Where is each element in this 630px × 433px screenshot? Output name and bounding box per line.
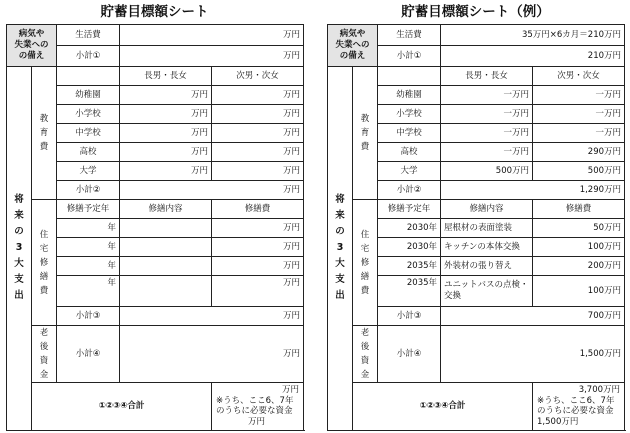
edu-value[interactable]: 一万円 [441, 124, 533, 143]
col-year-header: 修繕予定年 [57, 200, 120, 219]
repair-cost[interactable]: 万円 [212, 257, 304, 276]
total-note-value: 1,500万円 [537, 416, 579, 427]
repair-content[interactable]: キッチンの本体交換 [441, 238, 533, 257]
repair-content[interactable] [120, 238, 212, 257]
subtotal1-label: 小計① [57, 46, 120, 67]
table-row [328, 383, 625, 431]
edu-value[interactable]: 500万円 [441, 162, 533, 181]
retirement-label: 老 後 資 金 [353, 326, 378, 383]
table-row [328, 200, 625, 219]
edu-value[interactable]: 万円 [212, 143, 304, 162]
table-row [7, 200, 304, 219]
subtotal4-label: 小計④ [57, 326, 120, 383]
future-expenses-label: 将 来 の 3 大 支 出 [328, 67, 353, 431]
col-child1-header: 長男・長女 [120, 67, 212, 86]
edu-value[interactable]: 一万円 [441, 86, 533, 105]
edu-row-label: 中学校 [57, 124, 120, 143]
total-cell[interactable] [212, 383, 304, 431]
edu-row-label: 大学 [378, 162, 441, 181]
table-row [328, 67, 625, 86]
subtotal1-value[interactable]: 万円 [120, 46, 304, 67]
future-expenses-label: 将 来 の 3 大 支 出 [7, 67, 32, 431]
edu-row-label: 中学校 [378, 124, 441, 143]
total-label: ①②③④合計 [353, 383, 533, 431]
living-value[interactable]: 35万円×6カ月＝210万円 [441, 25, 625, 46]
subtotal2-value[interactable]: 万円 [120, 181, 304, 200]
edu-value[interactable]: 一万円 [533, 124, 625, 143]
living-label: 生活費 [378, 25, 441, 46]
repair-year[interactable]: 年 [57, 238, 120, 257]
repair-year[interactable]: 年 [57, 276, 120, 307]
repair-year[interactable]: 2035年 [378, 257, 441, 276]
table-row [7, 383, 304, 431]
blank-savings-table [6, 24, 304, 431]
table-row [328, 326, 625, 383]
repair-content[interactable] [120, 257, 212, 276]
education-label: 教 育 費 [353, 67, 378, 200]
col-child1-header: 長男・長女 [441, 67, 533, 86]
edu-row-label: 高校 [378, 143, 441, 162]
repair-cost[interactable]: 50万円 [533, 219, 625, 238]
repair-cost[interactable]: 100万円 [533, 276, 625, 307]
repair-content[interactable] [120, 219, 212, 238]
col-child2-header: 次男・次女 [212, 67, 304, 86]
illness-label: 病気や 失業への の備え [7, 25, 57, 67]
subtotal2-label: 小計② [378, 181, 441, 200]
edu-value[interactable]: 万円 [212, 86, 304, 105]
total-note: ※うち、ここ6、7年のうちに必要な資金 [537, 395, 615, 417]
subtotal3-value[interactable]: 万円 [120, 307, 304, 326]
housing-repair-label: 住 宅 修 繕 費 [32, 200, 57, 326]
blank-sheet-title: 貯蓄目標額シート [100, 4, 209, 20]
repair-content[interactable] [120, 276, 212, 307]
edu-value[interactable]: 一万円 [441, 105, 533, 124]
table-row [7, 326, 304, 383]
subtotal2-value[interactable]: 1,290万円 [441, 181, 625, 200]
housing-repair-label: 住 宅 修 繕 費 [353, 200, 378, 326]
repair-cost[interactable]: 万円 [212, 276, 304, 307]
total-value: 万円 [282, 385, 300, 395]
subtotal3-value[interactable]: 700万円 [441, 307, 625, 326]
col-cost-header: 修繕費 [212, 200, 304, 219]
edu-row-label: 小学校 [378, 105, 441, 124]
repair-year[interactable]: 2035年 [378, 276, 441, 307]
edu-value[interactable]: 万円 [120, 143, 212, 162]
repair-cost[interactable]: 200万円 [533, 257, 625, 276]
repair-year[interactable]: 2030年 [378, 238, 441, 257]
retirement-label: 老 後 資 金 [32, 326, 57, 383]
subtotal4-value[interactable]: 1,500万円 [441, 326, 625, 383]
edu-value[interactable]: 一万円 [533, 105, 625, 124]
edu-value[interactable]: 万円 [212, 105, 304, 124]
edu-row-label: 幼稚園 [57, 86, 120, 105]
edu-value[interactable]: 万円 [120, 124, 212, 143]
col-year-header: 修繕予定年 [378, 200, 441, 219]
edu-value[interactable]: 500万円 [533, 162, 625, 181]
table-row [7, 67, 304, 86]
edu-row-label: 大学 [57, 162, 120, 181]
subtotal4-label: 小計④ [378, 326, 441, 383]
blank-sheet [6, 4, 303, 431]
edu-row-label: 幼稚園 [378, 86, 441, 105]
example-sheet [327, 4, 624, 431]
total-note: ※うち、ここ6、7年のうちに必要な資金 [216, 395, 294, 417]
repair-cost[interactable]: 100万円 [533, 238, 625, 257]
edu-value[interactable]: 万円 [120, 162, 212, 181]
total-label: ①②③④合計 [32, 383, 212, 431]
repair-year[interactable]: 年 [57, 219, 120, 238]
subtotal4-value[interactable]: 万円 [120, 326, 304, 383]
repair-content[interactable]: ユニットバスの点検・交換 [441, 276, 533, 307]
col-content-header: 修繕内容 [120, 200, 212, 219]
example-savings-table [327, 24, 625, 431]
repair-cost[interactable]: 万円 [212, 238, 304, 257]
edu-value[interactable]: 一万円 [441, 143, 533, 162]
education-label: 教 育 費 [32, 67, 57, 200]
total-cell[interactable] [533, 383, 625, 431]
living-value[interactable]: 万円 [120, 25, 304, 46]
edu-row-label: 高校 [57, 143, 120, 162]
repair-cost[interactable]: 万円 [212, 219, 304, 238]
edu-value[interactable]: 万円 [120, 105, 212, 124]
edu-value[interactable]: 万円 [212, 162, 304, 181]
col-content-header: 修繕内容 [441, 200, 533, 219]
edu-value[interactable]: 290万円 [533, 143, 625, 162]
illness-label: 病気や 失業への の備え [328, 25, 378, 67]
living-label: 生活費 [57, 25, 120, 46]
subtotal1-label: 小計① [378, 46, 441, 67]
subtotal1-value[interactable]: 210万円 [441, 46, 625, 67]
repair-year[interactable]: 2030年 [378, 219, 441, 238]
total-note-value: 万円 [248, 416, 266, 427]
total-value: 3,700万円 [578, 385, 621, 395]
edu-value[interactable]: 万円 [120, 86, 212, 105]
repair-year[interactable]: 年 [57, 257, 120, 276]
repair-content[interactable]: 屋根材の表面塗装 [441, 219, 533, 238]
edu-value[interactable]: 一万円 [533, 86, 625, 105]
example-sheet-title: 貯蓄目標額シート（例） [401, 4, 550, 20]
repair-content[interactable]: 外装材の張り替え [441, 257, 533, 276]
subtotal3-label: 小計③ [57, 307, 120, 326]
edu-value[interactable]: 万円 [212, 124, 304, 143]
subtotal3-label: 小計③ [378, 307, 441, 326]
edu-row-label: 小学校 [57, 105, 120, 124]
col-cost-header: 修繕費 [533, 200, 625, 219]
table-row [328, 25, 625, 46]
table-row [7, 25, 304, 46]
subtotal2-label: 小計② [57, 181, 120, 200]
col-child2-header: 次男・次女 [533, 67, 625, 86]
